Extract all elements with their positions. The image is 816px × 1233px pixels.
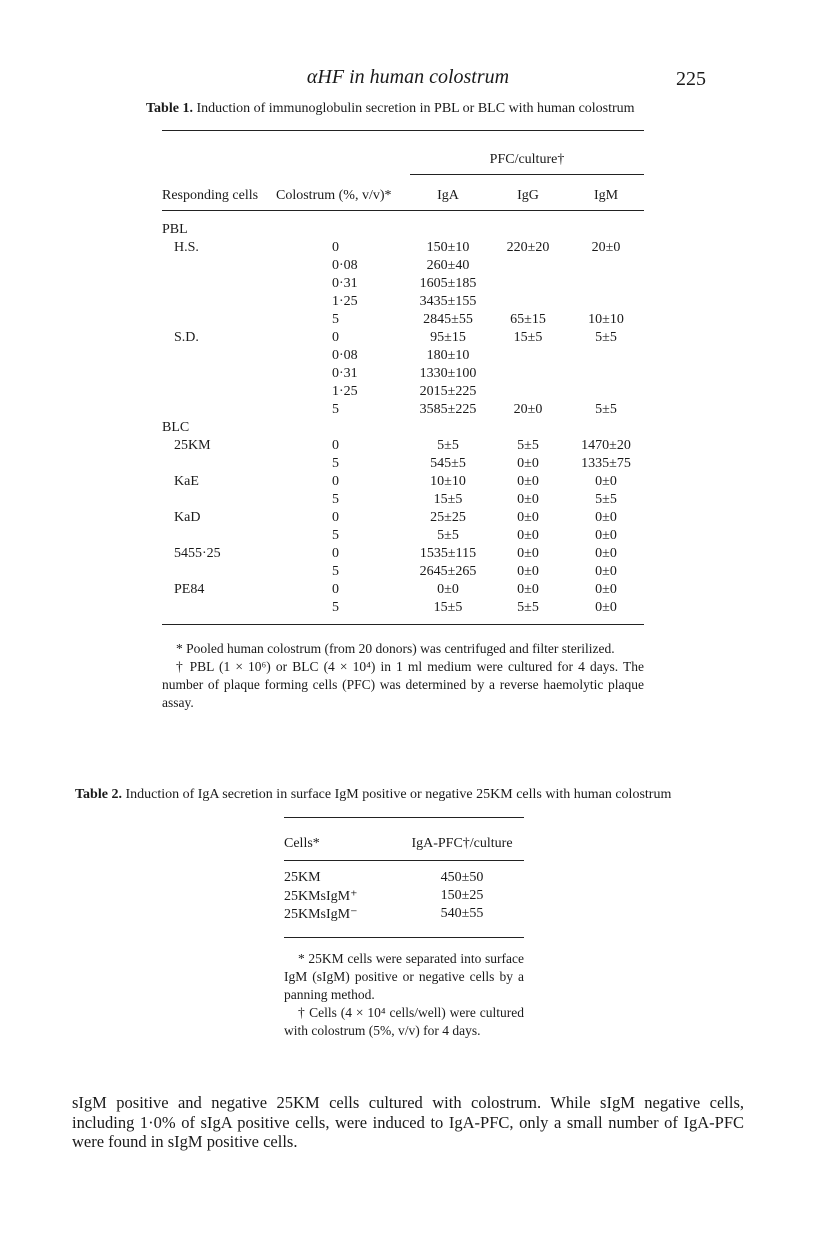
table1-cell-colostrum: 0 bbox=[332, 330, 339, 345]
table1-cell-igm: 0±0 bbox=[595, 528, 617, 543]
table1-cell-igg: 65±15 bbox=[510, 312, 546, 327]
table1-cell-iga: 5±5 bbox=[437, 528, 459, 543]
table1-cell-iga: 2645±265 bbox=[419, 564, 477, 579]
table1-cell-igg: 5±5 bbox=[517, 600, 539, 615]
table1-cell-colostrum: 5 bbox=[332, 564, 339, 579]
table1-cell-igg: 0±0 bbox=[517, 456, 539, 471]
table1-cell-igm: 5±5 bbox=[595, 492, 617, 507]
table1-cell-igg: 5±5 bbox=[517, 438, 539, 453]
table1-cell-iga: 3585±225 bbox=[419, 402, 477, 417]
table1-cell-igm: 0±0 bbox=[595, 600, 617, 615]
table2-col-cells: Cells* bbox=[284, 836, 320, 851]
table1-cell-igm: 0±0 bbox=[595, 564, 617, 579]
table1-caption-text: Induction of immunoglobulin secretion in PBL or BLC with human colostrum bbox=[196, 101, 635, 116]
table1-cell-colostrum: 1·25 bbox=[332, 384, 358, 399]
table1-cell-colostrum: 0·08 bbox=[332, 348, 358, 363]
table1-cell-igm: 0±0 bbox=[595, 510, 617, 525]
table1-top-rule bbox=[162, 130, 644, 131]
table1-header-rule bbox=[162, 210, 644, 211]
table1-cell-responding: PE84 bbox=[174, 582, 205, 597]
table1-cell-colostrum: 0 bbox=[332, 582, 339, 597]
table1-cell-igm: 1470±20 bbox=[581, 438, 631, 453]
table1-cell-igm: 10±10 bbox=[588, 312, 624, 327]
table2-col-igapfc: IgA-PFC†/culture bbox=[411, 836, 513, 851]
table1-cell-igg: 20±0 bbox=[513, 402, 543, 417]
table1-cell-colostrum: 0 bbox=[332, 510, 339, 525]
table1-col-iga: IgA bbox=[437, 188, 459, 203]
table1-cell-responding: 5455·25 bbox=[174, 546, 221, 561]
table1-cell-igg: 15±5 bbox=[513, 330, 543, 345]
table1-col-responding: Responding cells bbox=[162, 188, 259, 203]
table1-cell-colostrum: 5 bbox=[332, 402, 339, 417]
table2-caption-text: Induction of IgA secretion in surface IgM positive or negative 25KM cells with human colostrum bbox=[125, 787, 672, 802]
table1-col-colostrum: Colostrum (%, v/v)* bbox=[276, 188, 392, 203]
body-paragraph: sIgM positive and negative 25KM cells cultured with colostrum. While sIgM negative cells, including 1·0% of sIgA positive cells, were induced to IgA-PFC, only a small number of IgA-PFC were found in sIgM positive cells. bbox=[72, 1093, 744, 1151]
table2-cell-value: 540±55 bbox=[440, 906, 484, 921]
table1-cell-iga: 2845±55 bbox=[423, 312, 473, 327]
table1-cell-colostrum: 0·08 bbox=[332, 258, 358, 273]
table1-cell-iga: 95±15 bbox=[430, 330, 466, 345]
table1-cell-colostrum: 5 bbox=[332, 492, 339, 507]
table1-cell-responding: KaE bbox=[174, 474, 199, 489]
table2-top-rule bbox=[284, 817, 524, 818]
table1-cell-igg: 220±20 bbox=[506, 240, 550, 255]
table1-cell-colostrum: 0 bbox=[332, 240, 339, 255]
table1-cell-iga: 150±10 bbox=[426, 240, 470, 255]
table1-caption bbox=[146, 101, 635, 117]
table2-cell-value: 150±25 bbox=[440, 888, 484, 903]
table1-cell-iga: 2015±225 bbox=[419, 384, 477, 399]
table2-caption bbox=[75, 787, 671, 803]
table1-cell-colostrum: 0 bbox=[332, 546, 339, 561]
table2-cell-cells: 25KMsIgM⁺ bbox=[284, 889, 358, 904]
table2-cell-value: 450±50 bbox=[440, 870, 484, 885]
table1-footnote: * Pooled human colostrum (from 20 donors) was centrifuged and filter sterilized. bbox=[176, 641, 615, 656]
table1-cell-colostrum: 0 bbox=[332, 474, 339, 489]
table1-cell-colostrum: 0·31 bbox=[332, 276, 358, 291]
table1-col-igm: IgM bbox=[593, 188, 619, 203]
table1-cell-iga: 25±25 bbox=[430, 510, 466, 525]
table1-cell-igg: 0±0 bbox=[517, 492, 539, 507]
table1-cell-igg: 0±0 bbox=[517, 510, 539, 525]
table1-cell-colostrum: 5 bbox=[332, 600, 339, 615]
table1-cell-colostrum: 5 bbox=[332, 312, 339, 327]
table1-cell-igm: 20±0 bbox=[591, 240, 621, 255]
table1-cell-igg: 0±0 bbox=[517, 528, 539, 543]
table1-cell-iga: 1330±100 bbox=[419, 366, 477, 381]
table1-cell-colostrum: 5 bbox=[332, 456, 339, 471]
table1-cell-iga: 3435±155 bbox=[419, 294, 477, 309]
table2-footnote: * 25KM cells were separated into surface IgM (sIgM) positive or negative cells by a panning method. bbox=[284, 951, 524, 1002]
running-title: αHF in human colostrum bbox=[306, 66, 510, 88]
table1-cell-igm: 0±0 bbox=[595, 582, 617, 597]
table2-cell-cells: 25KMsIgM⁻ bbox=[284, 907, 358, 922]
table2-footnote: † Cells (4 × 10⁴ cells/well) were cultured with colostrum (5%, v/v) for 4 days. bbox=[284, 1005, 524, 1038]
table1-footnotes bbox=[162, 640, 644, 712]
table1-cell-colostrum: 0 bbox=[332, 438, 339, 453]
table1-cell-igm: 1335±75 bbox=[581, 456, 631, 471]
table1-cell-igm: 5±5 bbox=[595, 330, 617, 345]
table1-cell-responding: H.S. bbox=[174, 240, 199, 255]
table1-group-header: PFC/culture† bbox=[489, 152, 565, 167]
table1-cell-igm: 5±5 bbox=[595, 402, 617, 417]
table1-cell-igm: 0±0 bbox=[595, 546, 617, 561]
table1-cell-responding: KaD bbox=[174, 510, 201, 525]
table1-cell-responding: BLC bbox=[162, 420, 190, 435]
table1-cell-igg: 0±0 bbox=[517, 564, 539, 579]
table1-cell-iga: 1535±115 bbox=[419, 546, 477, 561]
table1-cell-responding: PBL bbox=[162, 222, 188, 237]
table1-cell-iga: 5±5 bbox=[437, 438, 459, 453]
table1-cell-igg: 0±0 bbox=[517, 582, 539, 597]
table1-cell-iga: 1605±185 bbox=[419, 276, 477, 291]
table1-footnote: † PBL (1 × 10⁶) or BLC (4 × 10⁴) in 1 ml medium were cultured for 4 days. The number of plaque forming cells (PFC) was determined by a reverse haemolytic plaque assay. bbox=[162, 659, 644, 710]
table1-cell-iga: 180±10 bbox=[426, 348, 470, 363]
table1-cell-iga: 545±5 bbox=[430, 456, 466, 471]
table1-cell-responding: S.D. bbox=[174, 330, 199, 345]
table1-group-rule bbox=[410, 174, 644, 175]
table1-cell-iga: 260±40 bbox=[426, 258, 470, 273]
table1-cell-iga: 0±0 bbox=[437, 582, 459, 597]
table2-cell-cells: 25KM bbox=[284, 870, 321, 885]
table2-label: Table 2. bbox=[75, 787, 122, 802]
table1-col-igg: IgG bbox=[517, 188, 539, 203]
table1-cell-colostrum: 5 bbox=[332, 528, 339, 543]
table1-bottom-rule bbox=[162, 624, 644, 625]
table2-footnotes bbox=[284, 950, 524, 1040]
table1-cell-igm: 0±0 bbox=[595, 474, 617, 489]
table1-cell-iga: 15±5 bbox=[433, 492, 463, 507]
table1-cell-igg: 0±0 bbox=[517, 546, 539, 561]
page-number: 225 bbox=[676, 68, 706, 90]
table1-cell-igg: 0±0 bbox=[517, 474, 539, 489]
table1-cell-colostrum: 0·31 bbox=[332, 366, 358, 381]
table2-header-rule bbox=[284, 860, 524, 861]
table1-cell-iga: 10±10 bbox=[430, 474, 466, 489]
table1-cell-iga: 15±5 bbox=[433, 600, 463, 615]
table1-label: Table 1. bbox=[146, 101, 193, 116]
table1-cell-responding: 25KM bbox=[174, 438, 211, 453]
table2-bottom-rule bbox=[284, 937, 524, 938]
table1-cell-colostrum: 1·25 bbox=[332, 294, 358, 309]
